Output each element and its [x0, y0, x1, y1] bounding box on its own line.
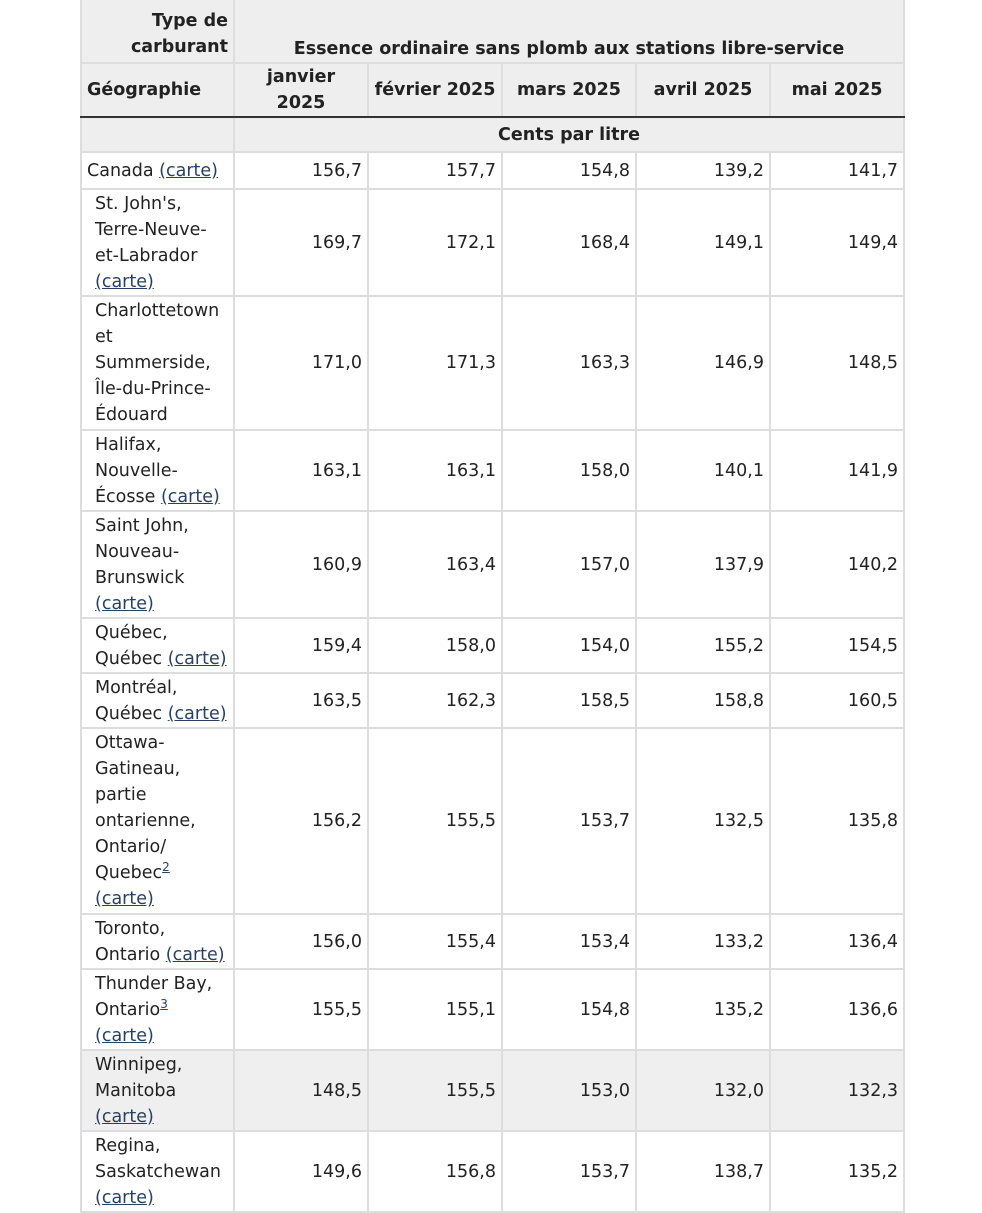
price-cell: 168,4 — [502, 189, 636, 296]
map-link[interactable]: (carte) — [95, 271, 154, 292]
geography-cell — [81, 673, 234, 728]
map-link[interactable]: (carte) — [160, 486, 220, 507]
price-cell: 135,2 — [770, 1131, 904, 1212]
map-link[interactable]: (carte) — [95, 1106, 154, 1127]
geography-cell — [81, 430, 234, 511]
price-cell: 139,2 — [636, 152, 770, 189]
price-cell: 148,5 — [234, 1050, 368, 1131]
month-header: mai 2025 — [770, 63, 904, 117]
price-cell: 163,1 — [234, 430, 368, 511]
gasoline-price-table — [80, 0, 905, 1213]
price-cell: 148,5 — [770, 296, 904, 430]
geography-name: Saint John, Nouveau-Brunswick — [95, 515, 189, 588]
price-cell: 156,7 — [234, 152, 368, 189]
fuel-type-label: Type de carburant — [81, 0, 234, 63]
geography-cell — [81, 914, 234, 969]
fuel-type-header: Essence ordinaire sans plomb aux stations libre-service — [234, 0, 904, 63]
geography-name: Thunder Bay, Ontario — [95, 973, 213, 1020]
price-cell: 158,0 — [368, 618, 502, 673]
price-cell: 149,4 — [770, 189, 904, 296]
geography-cell — [81, 152, 234, 189]
geography-cell — [81, 296, 234, 430]
price-cell: 158,8 — [636, 673, 770, 728]
geography-name: Ottawa-Gatineau, partie ontarienne, Ontario/ Quebec — [95, 733, 196, 883]
table-row — [81, 969, 904, 1050]
table-row — [81, 511, 904, 618]
unit-header: Cents par litre — [234, 117, 904, 152]
price-cell: 154,0 — [502, 618, 636, 673]
table-row — [81, 1050, 904, 1131]
price-cell: 160,5 — [770, 673, 904, 728]
price-cell: 135,8 — [770, 728, 904, 914]
price-cell: 141,7 — [770, 152, 904, 189]
map-link[interactable]: (carte) — [165, 944, 225, 965]
geography-cell — [81, 969, 234, 1050]
price-cell: 155,5 — [234, 969, 368, 1050]
price-cell: 155,5 — [368, 728, 502, 914]
geography-name: Québec, Québec — [95, 622, 168, 669]
price-cell: 171,0 — [234, 296, 368, 430]
geography-name: Winnipeg, Manitoba — [95, 1054, 183, 1101]
price-cell: 149,1 — [636, 189, 770, 296]
price-cell: 159,4 — [234, 618, 368, 673]
price-cell: 156,8 — [368, 1131, 502, 1212]
map-link[interactable]: (carte) — [159, 160, 218, 181]
geography-cell — [81, 511, 234, 618]
price-cell: 140,2 — [770, 511, 904, 618]
geography-name: Toronto, Ontario — [95, 918, 166, 965]
map-link[interactable]: (carte) — [167, 648, 227, 669]
map-link[interactable]: (carte) — [167, 703, 227, 724]
geography-header: Géographie — [81, 63, 234, 117]
footnote-link[interactable]: 3 — [160, 996, 168, 1011]
geography-name: Montréal, Québec — [95, 677, 178, 724]
map-link[interactable]: (carte) — [95, 1025, 154, 1046]
price-cell: 153,7 — [502, 1131, 636, 1212]
price-cell: 155,4 — [368, 914, 502, 969]
table-row — [81, 430, 904, 511]
price-cell: 136,4 — [770, 914, 904, 969]
map-link[interactable]: (carte) — [95, 593, 154, 614]
price-cell: 171,3 — [368, 296, 502, 430]
price-cell: 153,0 — [502, 1050, 636, 1131]
month-header: février 2025 — [368, 63, 502, 117]
month-header: mars 2025 — [502, 63, 636, 117]
table-row — [81, 728, 904, 914]
footnote-link[interactable]: 2 — [162, 860, 170, 875]
month-header: avril 2025 — [636, 63, 770, 117]
price-cell: 163,5 — [234, 673, 368, 728]
price-cell: 138,7 — [636, 1131, 770, 1212]
price-cell: 157,7 — [368, 152, 502, 189]
price-cell: 154,5 — [770, 618, 904, 673]
geography-name: Charlottetown et Summerside, Île-du-Prince-Édouard — [95, 301, 220, 425]
price-cell: 136,6 — [770, 969, 904, 1050]
table-row — [81, 618, 904, 673]
price-cell: 133,2 — [636, 914, 770, 969]
price-cell: 155,5 — [368, 1050, 502, 1131]
price-cell: 162,3 — [368, 673, 502, 728]
table-row — [81, 296, 904, 430]
table-row — [81, 152, 904, 189]
price-cell: 160,9 — [234, 511, 368, 618]
price-cell: 154,8 — [502, 152, 636, 189]
geography-cell — [81, 618, 234, 673]
geography-cell — [81, 728, 234, 914]
footnote-marker — [162, 860, 170, 874]
price-cell: 163,4 — [368, 511, 502, 618]
price-cell: 155,1 — [368, 969, 502, 1050]
price-cell: 137,9 — [636, 511, 770, 618]
geography-name: Regina, Saskatchewan — [95, 1135, 221, 1182]
price-cell: 158,0 — [502, 430, 636, 511]
geography-name: St. John's, Terre-Neuve-et-Labrador — [95, 193, 207, 266]
unit-blank-cell — [81, 117, 234, 152]
price-cell: 158,5 — [502, 673, 636, 728]
price-cell: 163,3 — [502, 296, 636, 430]
table-row — [81, 673, 904, 728]
price-cell: 141,9 — [770, 430, 904, 511]
price-cell: 163,1 — [368, 430, 502, 511]
price-cell: 172,1 — [368, 189, 502, 296]
price-cell: 149,6 — [234, 1131, 368, 1212]
price-cell: 132,5 — [636, 728, 770, 914]
geography-cell — [81, 189, 234, 296]
map-link[interactable]: (carte) — [95, 1187, 154, 1208]
table-row — [81, 914, 904, 969]
month-header: janvier 2025 — [234, 63, 368, 117]
geography-name: Halifax, Nouvelle-Écosse — [95, 434, 178, 507]
geography-name: Canada — [87, 160, 154, 181]
price-cell: 155,2 — [636, 618, 770, 673]
price-cell: 146,9 — [636, 296, 770, 430]
price-cell: 156,2 — [234, 728, 368, 914]
footnote-marker — [160, 997, 168, 1011]
price-cell: 135,2 — [636, 969, 770, 1050]
price-cell: 169,7 — [234, 189, 368, 296]
map-link[interactable]: (carte) — [95, 889, 154, 909]
price-cell: 140,1 — [636, 430, 770, 511]
price-cell: 153,4 — [502, 914, 636, 969]
price-cell: 154,8 — [502, 969, 636, 1050]
price-cell: 132,0 — [636, 1050, 770, 1131]
price-cell: 156,0 — [234, 914, 368, 969]
price-cell: 132,3 — [770, 1050, 904, 1131]
table-row — [81, 189, 904, 296]
price-cell: 157,0 — [502, 511, 636, 618]
geography-cell — [81, 1050, 234, 1131]
price-cell: 153,7 — [502, 728, 636, 914]
table-body — [81, 152, 904, 1212]
